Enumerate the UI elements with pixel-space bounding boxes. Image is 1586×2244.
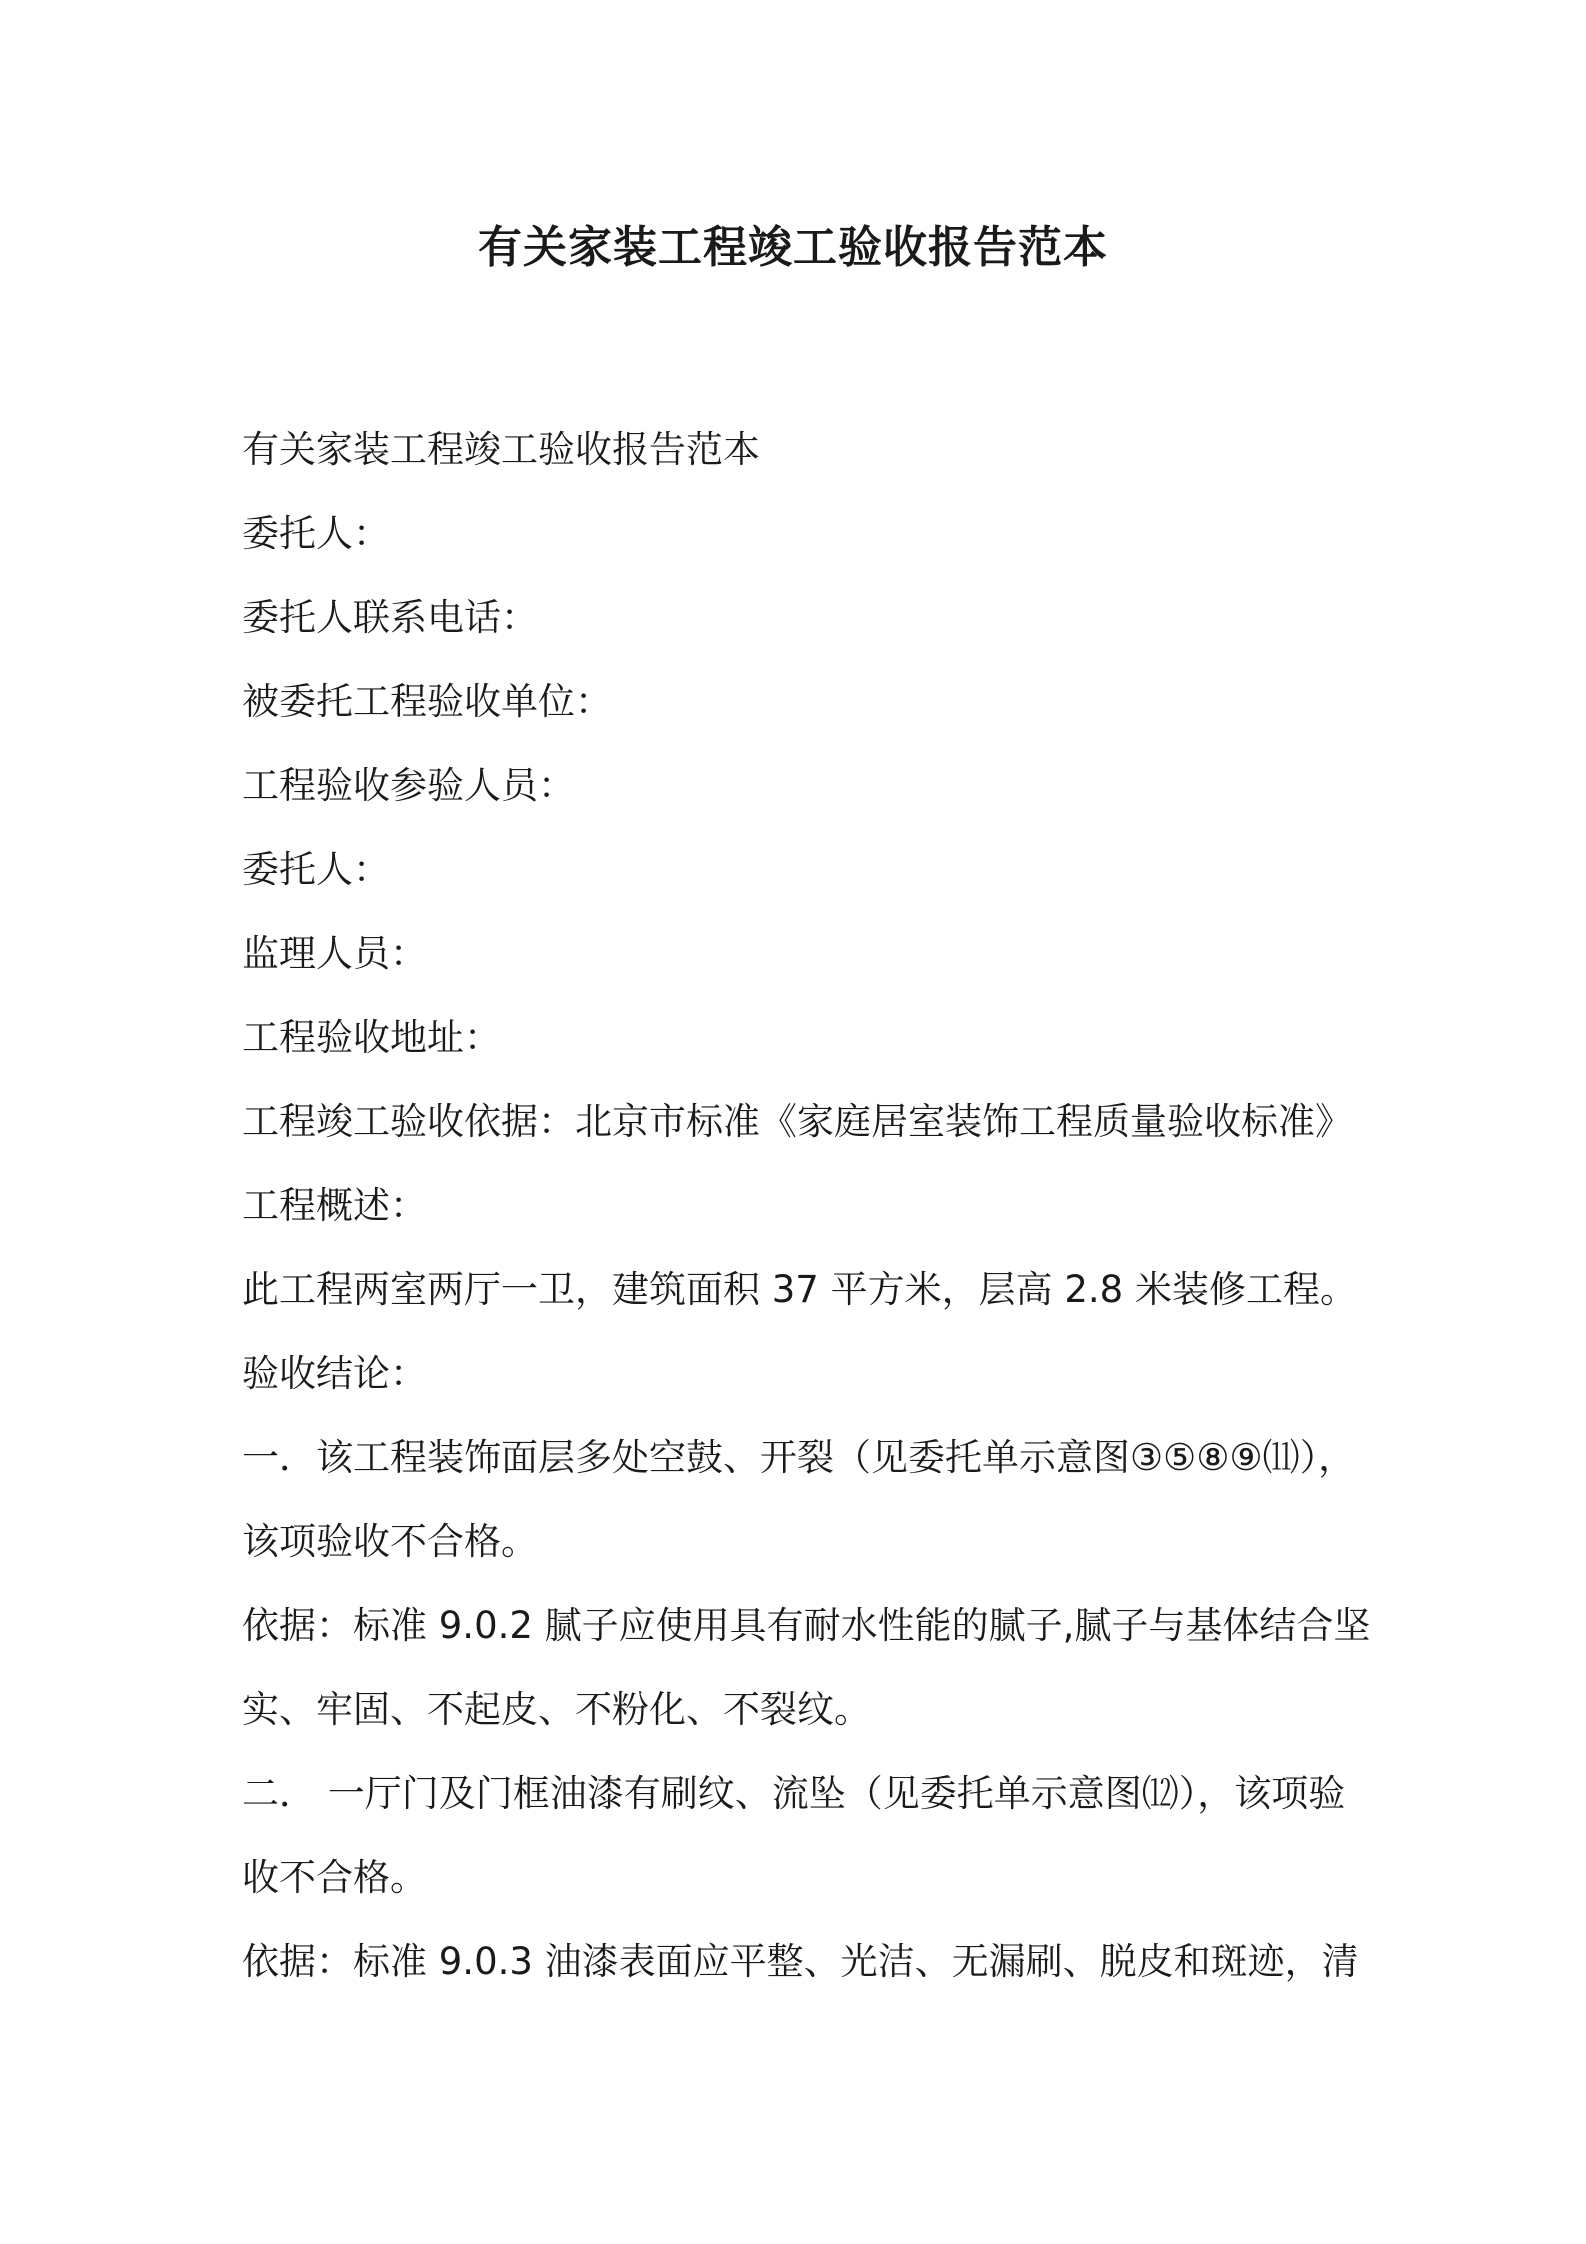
- basis-1-line-2: 实、牢固、不起皮、不粉化、不裂纹。: [242, 1688, 871, 1731]
- inspection-address-field: 工程验收地址：: [242, 1016, 501, 1059]
- overview-text: 此工程两室两厅一卫，建筑面积 37 平方米，层高 2.8 米装修工程。: [242, 1268, 1357, 1311]
- supervisor-field: 监理人员：: [242, 932, 427, 975]
- client-phone-field: 委托人联系电话：: [242, 596, 538, 639]
- document-title: 有关家装工程竣工验收报告范本: [478, 222, 1108, 273]
- conclusion-item-1-line-1: 一．该工程装饰面层多处空鼓、开裂（见委托单示意图③⑤⑧⑨⑾），: [242, 1436, 1356, 1479]
- client-field: 委托人：: [242, 512, 390, 555]
- basis-2-line-1: 依据：标准 9.0.3 油漆表面应平整、光洁、无漏刷、脱皮和斑迹，清: [242, 1940, 1359, 1983]
- conclusion-item-2-line-1: 二． 一厅门及门框油漆有刷纹、流坠（见委托单示意图⑿），该项验: [242, 1772, 1346, 1815]
- conclusion-item-2-line-2: 收不合格。: [242, 1856, 427, 1899]
- subtitle-line: 有关家装工程竣工验收报告范本: [242, 428, 760, 471]
- inspection-unit-field: 被委托工程验收单位：: [242, 680, 612, 723]
- conclusion-item-1-line-2: 该项验收不合格。: [242, 1520, 538, 1563]
- client-field-2: 委托人：: [242, 848, 390, 891]
- overview-heading: 工程概述：: [242, 1184, 427, 1227]
- inspection-staff-field: 工程验收参验人员：: [242, 764, 575, 807]
- acceptance-basis-line: 工程竣工验收依据：北京市标准《家庭居室装饰工程质量验收标准》: [242, 1100, 1352, 1143]
- document-body: [242, 408, 1371, 2004]
- basis-1-line-1: 依据：标准 9.0.2 腻子应使用具有耐水性能的腻子,腻子与基体结合坚: [242, 1604, 1371, 1647]
- conclusion-heading: 验收结论：: [242, 1352, 427, 1395]
